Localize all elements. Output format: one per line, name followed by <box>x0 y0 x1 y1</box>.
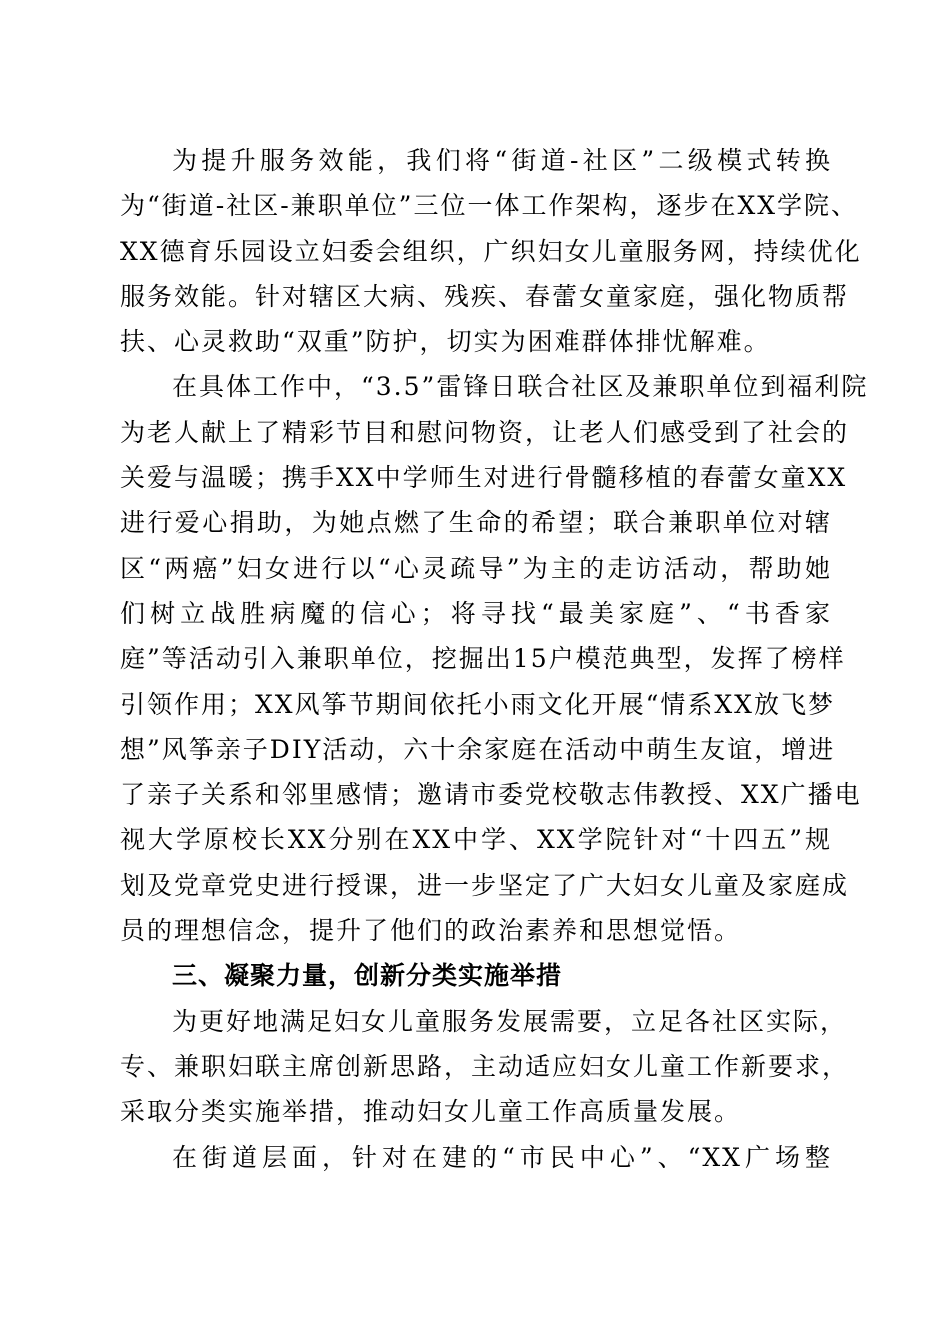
text-line: 为老人献上了精彩节目和慰问物资，让老人们感受到了社会的 <box>120 417 850 447</box>
text-line: 了亲子关系和邻里感情；邀请市委党校敬志伟教授、XX广播电 <box>120 780 862 810</box>
text-line: 引领作用；XX风筝节期间依托小雨文化开展“情系XX放飞梦 <box>120 689 835 719</box>
text-line: 为提升服务效能，我们将“街道-社区”二级模式转换 <box>172 146 832 175</box>
text-line: 扶、心灵救助“双重”防护，切实为困难群体排忧解难。 <box>120 327 771 357</box>
text-line: 采取分类实施举措，推动妇女儿童工作高质量发展。 <box>120 1097 742 1127</box>
paragraph-specific-work <box>120 364 869 953</box>
text-line: 区“两癌”妇女进行以“心灵疏导”为主的走访活动，帮助她 <box>120 553 832 583</box>
text-line: 视大学原校长XX分别在XX中学、XX学院针对“十四五”规 <box>120 825 832 855</box>
text-line: 在具体工作中，“3.5”雷锋日联合社区及兼职单位到福利院 <box>172 372 869 402</box>
text-line: 划及党章党史进行授课，进一步坚定了广大妇女儿童及家庭成 <box>120 870 850 900</box>
paragraph-service-efficiency <box>120 138 862 364</box>
text-line: 在街道层面，针对在建的“市民中心”、“XX广场整 <box>172 1142 832 1172</box>
text-line: 为更好地满足妇女儿童服务发展需要，立足各社区实际， <box>172 1006 848 1036</box>
text-line: XX德育乐园设立妇委会组织，广织妇女儿童服务网，持续优化 <box>120 236 862 266</box>
text-line: 想”风筝亲子DIY活动，六十余家庭在活动中萌生友谊，增进 <box>120 734 836 764</box>
paragraph-street-level <box>120 1135 832 1180</box>
section-heading-text: 三、凝聚力量，创新分类实施举措 <box>172 961 563 991</box>
text-line: 进行爱心捐助，为她点燃了生命的希望；联合兼职单位对辖 <box>120 508 832 538</box>
text-line: 们树立战胜病魔的信心；将寻找“最美家庭”、“书香家 <box>120 598 832 628</box>
text-line: 庭”等活动引入兼职单位，挖掘出15户模范典型，发挥了榜样 <box>120 644 846 674</box>
document-body <box>120 138 869 1180</box>
text-line: 为“街道-社区-兼职单位”三位一体工作架构，逐步在XX学院、 <box>120 191 859 221</box>
paragraph-classified-measures <box>120 999 850 1135</box>
text-line: 员的理想信念，提升了他们的政治素养和思想觉悟。 <box>120 916 742 946</box>
text-line: 专、兼职妇联主席创新思路，主动适应妇女儿童工作新要求， <box>120 1051 850 1081</box>
section-heading <box>120 953 832 998</box>
text-line: 关爱与温暖；携手XX中学师生对进行骨髓移植的春蕾女童XX <box>120 463 848 493</box>
text-line: 服务效能。针对辖区大病、残疾、春蕾女童家庭，强化物质帮 <box>120 281 850 311</box>
